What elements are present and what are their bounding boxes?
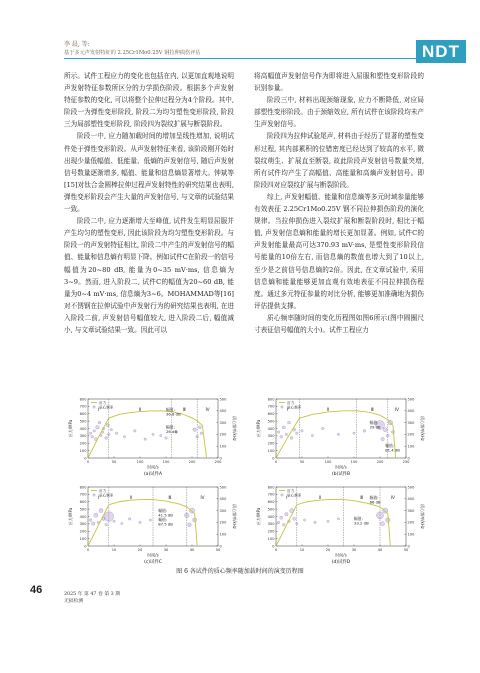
frequency-point (285, 433, 287, 435)
stress-curve (276, 411, 396, 458)
x-tick-label: 30 (351, 548, 357, 552)
frequency-point (303, 519, 305, 521)
y-tick-label-left: 0 (84, 456, 87, 461)
paragraph: 所示。试件工程应力的变化也包括在内, 以更加直观地说明声发射特征参数所区分的力学损伤阶段。根据多个声发射特征参数的变化, 可以将整个拉伸过程分为4个阶段。其中, 阶段一为弹性变形阶段, 阶段二为均匀塑性变形阶段, 阶段三为局部塑性变形阶段, 阶段四为裂纹扩展与断裂阶段。 (64, 72, 234, 129)
frequency-point (108, 433, 111, 436)
y-axis-label-right: 质心频率/kHz (420, 416, 425, 441)
y-tick-label-left: 100 (79, 448, 87, 453)
x-tick-label: 250 (402, 460, 410, 464)
y-tick-label-left: 600 (267, 500, 275, 505)
y-tick-label-right: 0 (407, 544, 410, 549)
frequency-point (337, 433, 339, 435)
frequency-point (301, 430, 303, 432)
legend-frequency-label: 质心频率 (287, 405, 302, 410)
y-axis-label-left: 应力/MPa (256, 507, 261, 526)
frequency-point (381, 437, 384, 440)
x-tick-label: 100 (324, 460, 332, 464)
chart-title: (a)试件A (144, 472, 162, 477)
page-number: 46 (30, 584, 43, 596)
y-tick-label-left: 500 (267, 419, 275, 424)
frequency-point (193, 428, 197, 432)
x-tick-label: 10 (111, 548, 117, 552)
left-column (64, 70, 234, 336)
y-tick-label-left: 500 (79, 419, 87, 424)
amplitude-annotation-label: 幅值: (166, 406, 175, 412)
x-tick-label: 0 (86, 548, 90, 552)
frequency-point (134, 430, 137, 433)
y-tick-label-left: 400 (79, 514, 87, 519)
stress-curve (88, 411, 207, 458)
frequency-point (314, 521, 317, 524)
y-tick-label-left: 0 (272, 456, 275, 461)
chart-svg (64, 396, 240, 479)
amplitude-annotation-label: 幅值: (158, 516, 168, 522)
x-tick-label: 50 (111, 460, 117, 464)
y-tick-label-left: 100 (267, 448, 275, 453)
y-tick-label-left: 0 (84, 544, 87, 549)
x-axis-label: 时间/s (147, 552, 159, 558)
x-tick-label: 50 (215, 548, 221, 552)
legend-stress-label: 应力 (287, 488, 295, 493)
frequency-point (104, 512, 114, 522)
amplitude-annotation-value: 81.4 dB (385, 447, 400, 453)
stage-label: Ⅳ (205, 408, 210, 413)
legend (279, 400, 302, 410)
frequency-point (115, 432, 117, 434)
y-tick-label-left: 300 (79, 434, 87, 439)
x-tick-label: 200 (188, 460, 196, 464)
frequency-point (337, 518, 339, 520)
y-tick-label-right: 400 (219, 409, 227, 414)
stage-label: Ⅰ (287, 408, 289, 413)
y-tick-label-left: 800 (79, 397, 87, 402)
y-tick-label-left: 100 (267, 536, 275, 541)
amplitude-annotation-label: 幅值: (369, 420, 379, 426)
chart-panel-d (252, 484, 428, 567)
stage-label: Ⅱ (319, 496, 322, 501)
legend-frequency-swatch (93, 494, 95, 496)
frequency-point (188, 523, 192, 527)
frequency-point (353, 432, 355, 434)
x-tick-label: 0 (274, 460, 278, 464)
y-tick-label-right: 0 (219, 544, 222, 549)
x-tick-label: 20 (137, 548, 143, 552)
y-tick-label-right: 100 (219, 532, 227, 537)
journal-logo: NDT (416, 40, 466, 63)
legend (279, 488, 302, 498)
amplitude-annotation-value: 33.2 dB (354, 520, 369, 526)
frequency-point (282, 426, 285, 429)
frequency-point (198, 426, 201, 429)
x-tick-label: 0 (86, 460, 90, 464)
amplitude-annotation-label: 幅值: (354, 516, 363, 522)
frequency-point (327, 520, 329, 522)
y-tick-label-right: 300 (219, 508, 227, 513)
legend-stress-label: 应力 (287, 400, 295, 405)
x-tick-label: 40 (377, 548, 383, 552)
stage-label: Ⅲ (182, 408, 186, 413)
legend-frequency-swatch (93, 406, 95, 408)
x-tick-label: 0 (274, 548, 278, 552)
frequency-point (91, 435, 94, 438)
y-tick-label-left: 300 (79, 522, 87, 527)
y-tick-label-right: 500 (219, 485, 227, 490)
running-header (64, 41, 414, 57)
y-tick-label-right: 200 (407, 432, 415, 437)
x-tick-label: 150 (162, 460, 170, 464)
y-tick-label-left: 500 (79, 507, 87, 512)
frequency-point (99, 509, 103, 513)
frequency-point (128, 518, 131, 521)
frequency-point (144, 438, 146, 440)
chart-svg (252, 396, 428, 479)
frequency-point (293, 517, 296, 520)
frequency-point (296, 522, 298, 524)
stage-label: Ⅰ (97, 408, 100, 413)
frequency-point (290, 437, 293, 440)
x-tick-label: 200 (376, 460, 384, 464)
x-tick-label: 10 (299, 548, 305, 552)
chart-panel-c (64, 484, 240, 567)
y-axis-label-left: 应力/MPa (68, 419, 73, 438)
frequency-point (363, 430, 366, 433)
chart-panel-b (252, 396, 428, 479)
y-tick-label-right: 0 (407, 456, 410, 461)
header-authors: 李 晨, 等: (64, 41, 90, 48)
frequency-point (383, 428, 387, 432)
amplitude-annotation-value: 36.8 dB (166, 411, 181, 417)
y-tick-label-right: 100 (407, 444, 415, 449)
y-axis-label-right: 质心频率/kHz (232, 416, 237, 441)
frequency-point (89, 519, 92, 522)
frequency-point (105, 523, 108, 526)
frequency-point (285, 512, 288, 515)
y-tick-label-left: 200 (267, 441, 275, 446)
frequency-point (89, 432, 91, 434)
journal-name: 无损检测 (64, 599, 84, 604)
legend (91, 400, 114, 410)
frequency-point (280, 435, 283, 438)
chart-title: (c)试件C (144, 560, 162, 565)
y-tick-label-left: 800 (267, 485, 275, 490)
y-axis-label-right: 质心频率/kHz (232, 504, 237, 529)
paragraph: 质心频率随时间的变化历程图如图6所示(图中圆圈尺寸表征信号幅值的大小)。试件工程应力 (254, 313, 424, 334)
legend-stress-label: 应力 (99, 400, 107, 405)
y-tick-label-left: 700 (267, 492, 275, 497)
y-tick-label-right: 100 (219, 444, 227, 449)
y-tick-label-left: 800 (267, 397, 275, 402)
x-tick-label: 30 (163, 548, 169, 552)
y-tick-label-right: 500 (407, 397, 415, 402)
chart-title: (b)试件B (331, 472, 351, 477)
y-tick-label-right: 400 (407, 497, 415, 502)
frequency-point (121, 522, 123, 524)
frequency-point (185, 513, 190, 518)
y-tick-label-left: 400 (267, 514, 275, 519)
paragraph: 阶段二中, 应力逐渐增大至峰值, 试件发生明显屈服并产生均匀的塑性变形, 因此该阶段为均匀塑性变形阶段。与阶段一的声发射特征相比, 阶段二中产生的声发射信号的幅值、能量和信息熵有明显下降。例如试件C在阶段一的信号幅值为20~80 dB, 能量为0~35 mV·ms, 信息熵为3~9。然而, 进入阶段二, 试件C的幅值为20~60 dB, 能量为0~4 mV·ms, 信息熵为3~6。MOHAMMAD等[16]对不锈钢在拉伸试验中声发射行为的研究结果也表明, 在进入阶段二前, 声发射信号幅值较大, 进入阶段二后, 幅值减小, 与文章试验结果一致。因此可以 (64, 217, 234, 334)
y-axis-label-right: 质心频率/kHz (420, 504, 425, 529)
legend-frequency-label: 质心频率 (99, 493, 114, 498)
y-tick-label-left: 700 (267, 404, 275, 409)
amplitude-annotation-label: 幅值: (158, 508, 168, 514)
amplitude-annotation-value: 26 dB (166, 429, 178, 434)
figure-caption: 图 6 各试件的质心频率随加载时间的演变历程图 (176, 568, 304, 575)
header-subtitle: 基于多元声发射特征的 2.25Cr1Mo0.25V 钢拉伸损伤评估 (64, 50, 201, 56)
amplitude-annotation-label: 幅值: (385, 442, 395, 448)
right-column (254, 70, 424, 336)
x-tick-label: 20 (325, 548, 331, 552)
chart-svg (252, 484, 428, 567)
y-tick-label-right: 500 (219, 397, 227, 402)
chart-title: (d)试件D (331, 560, 351, 565)
y-tick-label-right: 200 (219, 432, 227, 437)
y-tick-label-left: 600 (79, 412, 87, 417)
stage-label: Ⅱ (326, 408, 330, 413)
x-axis-label: 时间/s (335, 464, 347, 470)
y-tick-label-left: 300 (267, 434, 275, 439)
frequency-point (110, 429, 112, 431)
journal-footer (64, 591, 120, 605)
y-tick-label-left: 600 (79, 500, 87, 505)
x-tick-label: 40 (189, 548, 195, 552)
y-tick-label-left: 500 (267, 507, 275, 512)
y-tick-label-left: 200 (79, 441, 87, 446)
stage-label: Ⅰ (97, 496, 100, 501)
y-tick-label-right: 300 (407, 420, 415, 425)
y-tick-label-right: 200 (219, 520, 227, 525)
frequency-point (376, 512, 383, 519)
legend-frequency-swatch (281, 494, 283, 496)
amplitude-annotation-label: 幅值: (166, 424, 175, 430)
y-axis-label-left: 应力/MPa (256, 419, 261, 438)
y-tick-label-right: 300 (219, 420, 227, 425)
y-tick-label-left: 0 (272, 544, 275, 549)
amplitude-annotation-value: 66 dB (369, 499, 381, 505)
stage-label: Ⅲ (168, 496, 172, 501)
frequency-point (123, 436, 125, 438)
amplitude-annotation-value: 87.5 dB (158, 521, 173, 527)
frequency-point (196, 435, 199, 438)
paragraph: 阶段三中, 材料出现颈缩现象, 应力不断降低, 对应局部塑性变形阶段。由于颈缩效应, 所有试件在该阶段均未产生声发射信号。 (254, 96, 424, 129)
y-tick-label-right: 400 (219, 497, 227, 502)
legend-stress-label: 应力 (99, 488, 107, 493)
frequency-point (98, 421, 101, 424)
legend-frequency-swatch (281, 406, 283, 408)
frequency-point (322, 427, 325, 430)
stress-curve (276, 500, 390, 546)
frequency-point (165, 437, 168, 440)
paragraph: 阶段一中, 应力随加载时间的增加呈线性增加, 说明试件处于弹性变形阶段。从声发射特征来看, 该阶段刚开始时出现少量低幅值、低能量、低熵的声发射信号, 随后声发射信号数量逐渐增多, 幅值、能量和信息熵显著增大。钟斌等[15]对钛合金圆棒拉伸过程声发射特性的研究结果也表明, 弹性变形阶段会产生大量的声发射信号, 与文章的试验结果一致。 (64, 132, 234, 214)
x-axis-label: 时间/s (147, 464, 159, 470)
legend-frequency-label: 质心频率 (287, 493, 302, 498)
y-tick-label-left: 200 (267, 529, 275, 534)
stress-curve (88, 500, 197, 546)
frequency-point (296, 432, 299, 435)
stage-label: Ⅲ (370, 408, 374, 413)
x-axis-label: 时间/s (335, 552, 347, 558)
stage-label: Ⅳ (390, 496, 396, 501)
stage-label: Ⅱ (129, 496, 133, 501)
y-tick-label-right: 300 (407, 508, 415, 513)
frequency-point (149, 519, 151, 521)
frequency-point (200, 432, 203, 435)
y-tick-label-right: 200 (407, 520, 415, 525)
y-tick-label-right: 500 (407, 485, 415, 490)
chart-svg (64, 484, 240, 567)
x-tick-label: 150 (350, 460, 358, 464)
frequency-point (105, 436, 108, 439)
legend-frequency-label: 质心频率 (99, 405, 114, 410)
y-axis-label-left: 应力/MPa (68, 507, 73, 526)
amplitude-annotation-value: 41.5 dB (158, 512, 173, 518)
y-tick-label-left: 200 (79, 529, 87, 534)
x-tick-label: 100 (136, 460, 144, 464)
frequency-point (96, 426, 100, 430)
frequency-point (94, 513, 98, 517)
frequency-point (280, 516, 283, 519)
stage-label: Ⅰ (285, 496, 288, 501)
frequency-point (277, 431, 280, 434)
amplitude-annotation-label: 幅值: (369, 494, 379, 500)
frequency-point (139, 521, 141, 523)
x-tick-label: 50 (299, 460, 305, 464)
paragraph: 将高幅值声发射信号作为即将进入屈服和塑性变形阶段的识别参量。 (254, 72, 424, 93)
x-tick-label: 50 (403, 548, 409, 552)
frequency-point (381, 522, 385, 526)
y-tick-label-left: 100 (79, 536, 87, 541)
chart-panel-a (64, 396, 240, 479)
header-rule (64, 58, 416, 59)
frequency-point (277, 521, 280, 524)
frequency-point (282, 523, 285, 526)
frequency-point (288, 421, 291, 424)
frequency-point (152, 433, 154, 435)
y-tick-label-right: 0 (219, 456, 222, 461)
frequency-point (106, 423, 109, 426)
y-tick-label-left: 800 (79, 485, 87, 490)
stage-label: Ⅳ (200, 496, 205, 501)
frequency-point (92, 522, 95, 525)
stage-label: Ⅲ (360, 496, 364, 501)
y-tick-label-left: 400 (79, 426, 87, 431)
frequency-point (386, 434, 389, 437)
y-tick-label-left: 400 (267, 426, 275, 431)
paragraph: 综上, 声发射幅值、能量和信息熵等多元时域参量能够有效表征 2.25Cr1Mo0.25V 钢不同拉伸损伤阶段的演化规律。当拉伸损伤进入裂纹扩展和断裂阶段时, 相比于幅值, 声发射信息熵和能量的增长更加显著。例如, 试件C的声发射能量最高可达370.93 mV·ms, 是塑性变形阶段信号能量的10倍左右, 而信息熵的数值也增大到了10以上, 至少是之前信号信息熵的2倍。因此, 在文章试验中, 采用信息熵和能量能够更加直观有效地表征不同拉伸损伤程度。通过多元特征参量的对比分析, 能够更加准确地为损伤评估提供支撑。 (254, 192, 424, 310)
frequency-point (311, 434, 313, 436)
y-tick-label-left: 700 (79, 492, 87, 497)
y-tick-label-right: 400 (407, 409, 415, 414)
y-tick-label-right: 100 (407, 532, 415, 537)
amplitude-annotation-value: 29 dB (369, 424, 381, 430)
y-tick-label-left: 300 (267, 522, 275, 527)
frequency-point (93, 430, 96, 433)
y-tick-label-left: 700 (79, 404, 87, 409)
stage-label: Ⅳ (394, 408, 399, 413)
legend (91, 488, 114, 498)
journal-volume: 2025 年 第 47 卷 第 3 期 (64, 592, 121, 597)
frequency-point (160, 434, 162, 436)
frequency-point (113, 520, 115, 522)
stage-label: Ⅱ (138, 408, 142, 413)
y-tick-label-left: 600 (267, 412, 275, 417)
paragraph: 阶段四为拉伸试验尾声, 材料由于经历了显著的塑性变形过程, 其内部累积的位错密度已经达到了较高的水平, 微裂纹萌生、扩展直至断裂, 故此阶段声发射信号数量突增, 所有试件均产生了高幅值、高能量和高熵声发射信号。即阶段四对应裂纹扩展与断裂阶段。 (254, 132, 424, 189)
x-tick-label: 250 (214, 460, 222, 464)
